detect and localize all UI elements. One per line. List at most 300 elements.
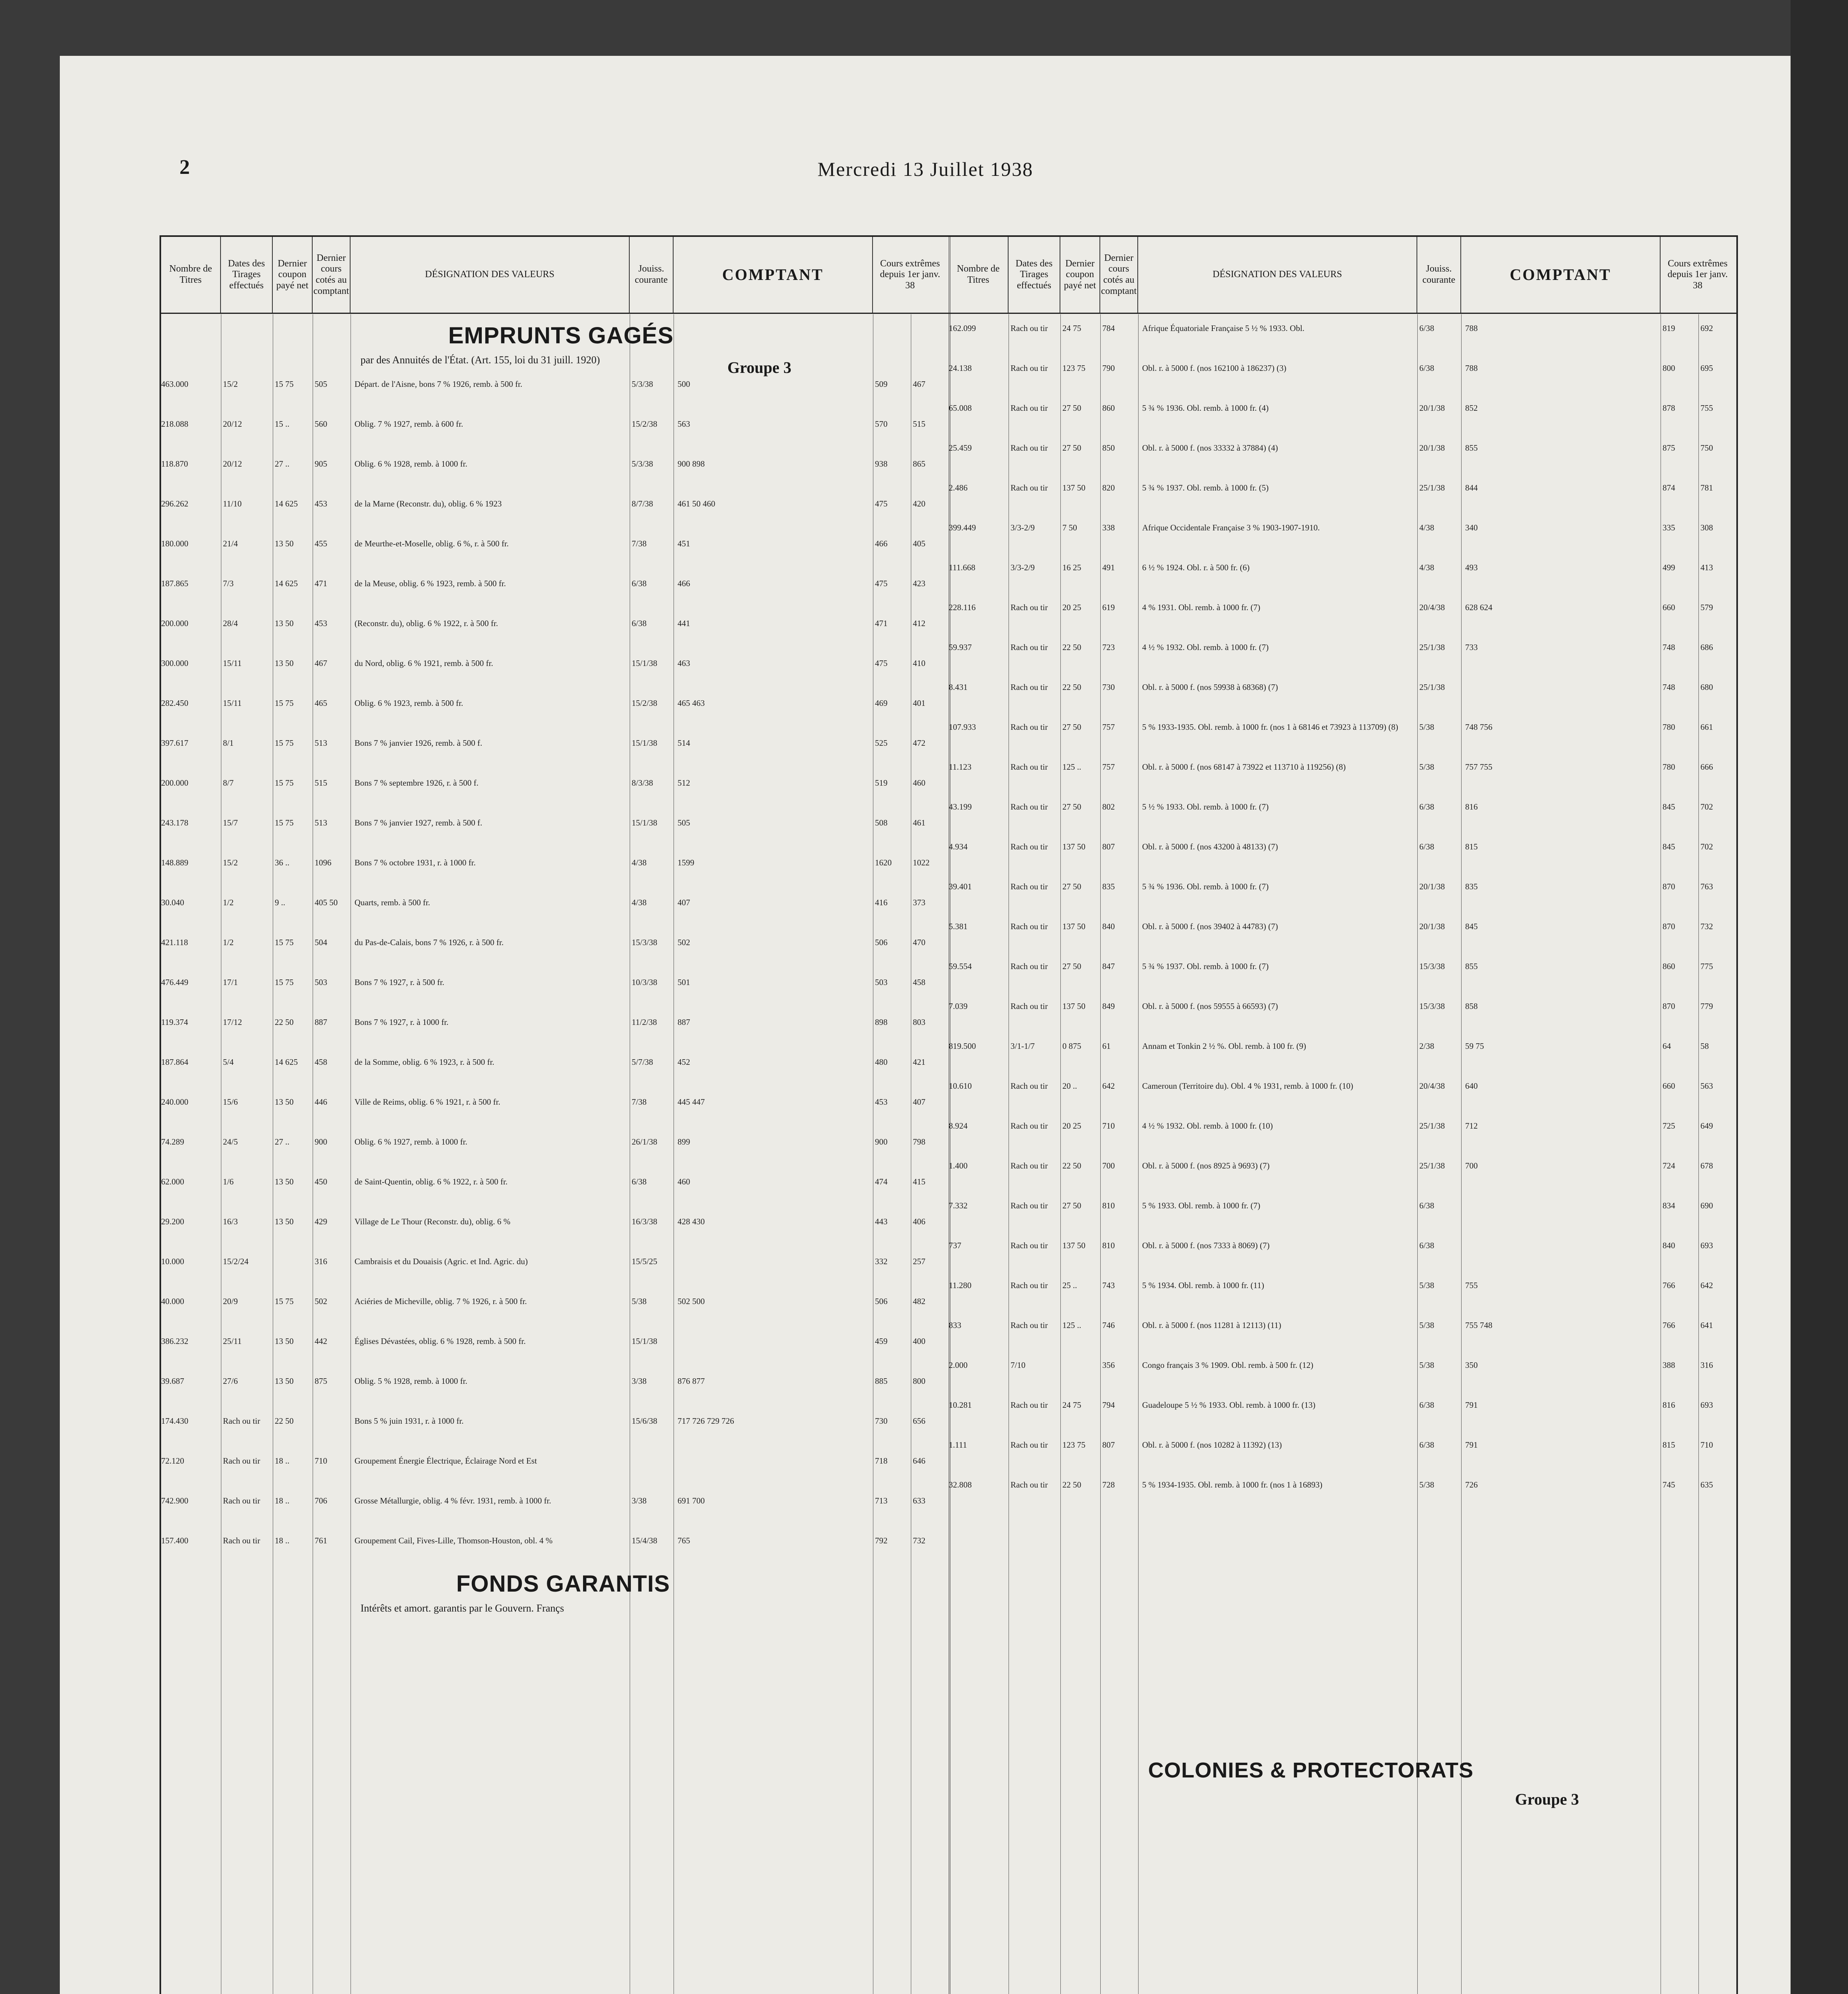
right-cell-d: 7/10 [1011, 1360, 1026, 1370]
right-cell-d: Rach ou tir [1011, 962, 1048, 971]
right-cell-n: 228.116 [949, 603, 976, 612]
left-row [161, 737, 949, 749]
left-cell-h: 443 [875, 1217, 888, 1226]
left-cell-p: 466 [678, 579, 690, 588]
left-cell-h: 416 [875, 898, 888, 907]
left-cell-p: 765 [678, 1536, 690, 1545]
page-edge-shadow [1791, 0, 1848, 1994]
left-cell-c: 15 75 [275, 698, 294, 708]
left-cell-b: 1022 [913, 858, 930, 867]
right-cell-b: 732 [1700, 922, 1713, 931]
left-cell-des: Départ. de l'Aisne, bons 7 % 1926, remb. à 500 fr. [355, 379, 522, 389]
left-cell-b: 460 [913, 778, 926, 788]
right-cell-b: 710 [1700, 1440, 1713, 1450]
col-dates: Dates des Tirages effectués [221, 237, 273, 313]
right-cell-c: 20 .. [1062, 1081, 1077, 1091]
right-cell-h: 724 [1663, 1161, 1675, 1170]
right-cell-k: 491 [1102, 563, 1115, 572]
left-cell-p: 441 [678, 619, 690, 628]
left-cell-n: 157.400 [161, 1536, 189, 1545]
left-cell-p: 451 [678, 539, 690, 548]
right-cell-j: 5/38 [1419, 1480, 1434, 1490]
col-nombre: Nombre de Titres [161, 237, 221, 313]
right-cell-b: 693 [1700, 1400, 1713, 1410]
left-cell-h: 453 [875, 1097, 888, 1107]
left-cell-d: 28/4 [223, 619, 238, 628]
left-cell-j: 16/3/38 [632, 1217, 658, 1226]
right-row [949, 362, 1736, 374]
right-cell-k: 850 [1102, 443, 1115, 453]
right-cell-c: 137 50 [1062, 1241, 1086, 1250]
right-cell-b: 690 [1700, 1201, 1713, 1210]
right-cell-n: 1.400 [949, 1161, 968, 1170]
left-cell-h: 506 [875, 1296, 888, 1306]
groupe-label: Groupe 3 [727, 359, 792, 376]
right-cell-b: 413 [1700, 563, 1713, 572]
right-body [949, 314, 1736, 1994]
right-cell-c: 125 .. [1062, 762, 1082, 772]
left-cell-des: Bons 7 % janvier 1927, remb. à 500 f. [355, 818, 483, 828]
right-cell-n: 2.000 [949, 1360, 968, 1370]
col-comptant: COMPTANT [674, 237, 873, 313]
left-cell-h: 900 [875, 1137, 888, 1147]
col-extremes: Cours extrêmes depuis 1er janv. 38 [880, 258, 940, 291]
left-cell-b: 415 [913, 1177, 926, 1186]
left-cell-h: 713 [875, 1496, 888, 1505]
left-cell-p: 563 [678, 419, 690, 429]
left-cell-c: 15 75 [275, 818, 294, 828]
right-cell-b: 750 [1700, 443, 1713, 453]
left-cell-b: 373 [913, 898, 926, 907]
left-cell-k: 887 [315, 1017, 327, 1027]
right-cell-j: 4/38 [1419, 523, 1434, 532]
right-cell-b: 666 [1700, 762, 1713, 772]
left-cell-c: 22 50 [275, 1416, 294, 1426]
right-cell-h: 388 [1663, 1360, 1675, 1370]
left-cell-c: 13 50 [275, 658, 294, 668]
left-cell-n: 180.000 [161, 539, 189, 548]
left-cell-d: 8/7 [223, 778, 234, 788]
right-cell-c: 22 50 [1062, 642, 1082, 652]
col-designation-r: DÉSIGNATION DES VALEURS [1138, 237, 1417, 313]
left-cell-h: 503 [875, 977, 888, 987]
left-row [161, 1415, 949, 1427]
left-cell-des: Bons 7 % 1927, r. à 1000 fr. [355, 1017, 449, 1027]
right-cell-h: 748 [1663, 682, 1675, 692]
col-comptant-r: COMPTANT [1461, 237, 1661, 313]
right-cell-b: 781 [1700, 483, 1713, 493]
left-cell-k: 503 [315, 977, 327, 987]
right-cell-des: 5 % 1934-1935. Obl. remb. à 1000 fr. (nos 1 à 16893) [1142, 1480, 1323, 1490]
left-cell-j: 15/1/38 [632, 1336, 658, 1346]
right-cell-d: Rach ou tir [1011, 722, 1048, 732]
left-cell-k: 429 [315, 1217, 327, 1226]
right-cell-j: 25/1/38 [1419, 483, 1445, 493]
right-cell-h: 766 [1663, 1320, 1675, 1330]
left-cell-j: 4/38 [632, 898, 647, 907]
left-cell-h: 1620 [875, 858, 892, 867]
right-cell-b: 695 [1700, 363, 1713, 373]
left-cell-d: Rach ou tir [223, 1496, 260, 1505]
right-cell-p: 855 [1465, 443, 1478, 453]
left-cell-k: 442 [315, 1336, 327, 1346]
left-cell-h: 469 [875, 698, 888, 708]
right-row [949, 801, 1736, 813]
left-cell-des: Oblig. 6 % 1923, remb. à 500 fr. [355, 698, 463, 708]
right-row [949, 522, 1736, 534]
left-cell-p: 500 [678, 379, 690, 389]
left-cell-h: 718 [875, 1456, 888, 1466]
right-cell-h: 780 [1663, 722, 1675, 732]
left-cell-des: Oblig. 6 % 1927, remb. à 1000 fr. [355, 1137, 467, 1147]
right-cell-n: 8.924 [949, 1121, 968, 1131]
col-cours-r: Dernier cours cotés au comptant [1100, 237, 1138, 313]
right-cell-d: Rach ou tir [1011, 1001, 1048, 1011]
right-cell-k: 757 [1102, 762, 1115, 772]
section-fonds: FONDS GARANTIS [456, 1571, 670, 1597]
right-header [949, 237, 1736, 314]
right-cell-b: 641 [1700, 1320, 1713, 1330]
right-cell-c: 27 50 [1062, 962, 1082, 971]
left-row [161, 617, 949, 629]
right-cell-h: 845 [1663, 842, 1675, 851]
right-cell-n: 25.459 [949, 443, 972, 453]
left-row [161, 777, 949, 789]
right-cell-h: 745 [1663, 1480, 1675, 1490]
left-row [161, 1455, 949, 1467]
right-cell-n: 111.668 [949, 563, 975, 572]
right-cell-h: 815 [1663, 1440, 1675, 1450]
left-cell-d: 25/11 [223, 1336, 242, 1346]
right-cell-c: 27 50 [1062, 882, 1082, 891]
left-row [161, 458, 949, 470]
right-cell-d: Rach ou tir [1011, 842, 1048, 851]
left-cell-n: 300.000 [161, 658, 189, 668]
right-cell-p: 844 [1465, 483, 1478, 493]
right-cell-p: 816 [1465, 802, 1478, 812]
left-cell-c: 15 75 [275, 379, 294, 389]
left-cell-b: 407 [913, 1097, 926, 1107]
left-cell-d: 20/12 [223, 459, 242, 469]
left-cell-des: Quarts, remb. à 500 fr. [355, 898, 430, 907]
right-cell-p: 788 [1465, 363, 1478, 373]
left-cell-b: 467 [913, 379, 926, 389]
left-row [161, 817, 949, 829]
left-cell-h: 898 [875, 1017, 888, 1027]
right-cell-j: 25/1/38 [1419, 1161, 1445, 1170]
right-cell-n: 24.138 [949, 363, 972, 373]
left-cell-h: 332 [875, 1257, 888, 1266]
left-cell-j: 5/3/38 [632, 379, 653, 389]
right-cell-d: Rach ou tir [1011, 642, 1048, 652]
right-cell-k: 810 [1102, 1241, 1115, 1250]
right-cell-p: 493 [1465, 563, 1478, 572]
left-row [161, 1056, 949, 1068]
left-cell-k: 513 [315, 818, 327, 828]
left-cell-k: 761 [315, 1536, 327, 1545]
left-cell-c: 15 75 [275, 938, 294, 947]
right-cell-n: 10.610 [949, 1081, 972, 1091]
left-cell-p: 502 [678, 938, 690, 947]
right-cell-des: Afrique Équatoriale Française 5 ½ % 1933. Obl. [1142, 323, 1305, 333]
page-number: 2 [179, 156, 190, 179]
left-cell-p: 887 [678, 1017, 690, 1027]
left-cell-des: Églises Dévastées, oblig. 6 % 1928, remb. à 500 fr. [355, 1336, 526, 1346]
left-cell-des: de la Marne (Reconstr. du), oblig. 6 % 1923 [355, 499, 502, 508]
left-cell-d: 17/12 [223, 1017, 242, 1027]
left-cell-k: 502 [315, 1296, 327, 1306]
left-cell-n: 62.000 [161, 1177, 184, 1186]
left-cell-h: 519 [875, 778, 888, 788]
right-cell-p: 855 [1465, 962, 1478, 971]
right-cell-k: 807 [1102, 842, 1115, 851]
right-cell-p: 858 [1465, 1001, 1478, 1011]
left-cell-b: 400 [913, 1336, 926, 1346]
col-dates-r: Dates des Tirages effectués [1009, 237, 1060, 313]
right-cell-d: Rach ou tir [1011, 1201, 1048, 1210]
left-cell-c: 13 50 [275, 619, 294, 628]
left-cell-b: 401 [913, 698, 926, 708]
right-cell-k: 61 [1102, 1041, 1111, 1051]
right-cell-des: 5 % 1933. Obl. remb. à 1000 fr. (7) [1142, 1201, 1261, 1210]
right-cell-h: 860 [1663, 962, 1675, 971]
col-jouiss: Jouiss. courante [630, 237, 674, 313]
left-cell-d: 11/10 [223, 499, 242, 508]
left-cell-c: 15 75 [275, 1296, 294, 1306]
right-cell-c: 27 50 [1062, 443, 1082, 453]
right-cell-d: Rach ou tir [1011, 363, 1048, 373]
right-cell-d: Rach ou tir [1011, 1241, 1048, 1250]
left-cell-p: 501 [678, 977, 690, 987]
left-cell-k: 465 [315, 698, 327, 708]
right-cell-b: 58 [1700, 1041, 1709, 1051]
right-cell-k: 820 [1102, 483, 1115, 493]
right-cell-j: 5/38 [1419, 1360, 1434, 1370]
left-cell-k: 505 [315, 379, 327, 389]
left-cell-k: 453 [315, 619, 327, 628]
right-cell-b: 779 [1700, 1001, 1713, 1011]
right-cell-j: 6/38 [1419, 323, 1434, 333]
right-cell-k: 743 [1102, 1281, 1115, 1290]
right-cell-d: 3/3-2/9 [1011, 563, 1035, 572]
left-rows [161, 378, 949, 1574]
right-cell-des: Obl. r. à 5000 f. (nos 8925 à 9693) (7) [1142, 1161, 1270, 1170]
right-cell-d: Rach ou tir [1011, 802, 1048, 812]
right-cell-p: 791 [1465, 1400, 1478, 1410]
left-row [161, 1375, 949, 1387]
left-row [161, 697, 949, 709]
right-cell-des: Annam et Tonkin 2 ½ %. Obl. remb. à 100 fr. (9) [1142, 1041, 1306, 1051]
right-cell-n: 8.431 [949, 682, 968, 692]
col-coupon: Dernier coupon payé net [273, 237, 313, 313]
left-cell-k: 471 [315, 579, 327, 588]
right-cell-j: 20/1/38 [1419, 882, 1445, 891]
right-cell-k: 860 [1102, 403, 1115, 413]
left-cell-b: 865 [913, 459, 926, 469]
right-cell-j: 6/38 [1419, 842, 1434, 851]
right-cell-j: 5/38 [1419, 762, 1434, 772]
right-row [949, 601, 1736, 613]
left-row [161, 538, 949, 550]
col-designation: DÉSIGNATION DES VALEURS [351, 237, 630, 313]
left-cell-h: 792 [875, 1536, 888, 1545]
right-cell-c: 137 50 [1062, 922, 1086, 931]
right-row [949, 681, 1736, 693]
left-cell-n: 243.178 [161, 818, 189, 828]
right-cell-des: 5 ¾ % 1937. Obl. remb. à 1000 fr. (5) [1142, 483, 1269, 493]
left-cell-n: 74.289 [161, 1137, 184, 1147]
right-cell-h: 660 [1663, 1081, 1675, 1091]
right-cell-d: 3/3-2/9 [1011, 523, 1035, 532]
left-row [161, 1096, 949, 1108]
right-cell-des: Guadeloupe 5 ½ % 1933. Obl. remb. à 1000 fr. (13) [1142, 1400, 1316, 1410]
left-cell-c: 36 .. [275, 858, 290, 867]
left-cell-p: 452 [678, 1057, 690, 1067]
right-cell-n: 4.934 [949, 842, 968, 851]
right-cell-p: 852 [1465, 403, 1478, 413]
right-cell-d: Rach ou tir [1011, 762, 1048, 772]
right-cell-p: 757 755 [1465, 762, 1493, 772]
right-cell-n: 819.500 [949, 1041, 976, 1051]
right-cell-j: 15/3/38 [1419, 1001, 1445, 1011]
right-row [949, 920, 1736, 932]
left-row [161, 1295, 949, 1307]
right-cell-d: Rach ou tir [1011, 1400, 1048, 1410]
right-cell-des: Obl. r. à 5000 f. (nos 11281 à 12113) (11) [1142, 1320, 1281, 1330]
right-cell-h: 878 [1663, 403, 1675, 413]
right-cell-j: 5/38 [1419, 722, 1434, 732]
left-cell-p: 502 500 [678, 1296, 705, 1306]
left-cell-des: Groupement Cail, Fives-Lille, Thomson-Houston, obl. 4 % [355, 1536, 553, 1545]
left-cell-d: Rach ou tir [223, 1456, 260, 1466]
right-cell-b: 635 [1700, 1480, 1713, 1490]
right-cell-b: 649 [1700, 1121, 1713, 1131]
right-row [949, 402, 1736, 414]
right-cell-c: 27 50 [1062, 1201, 1082, 1210]
right-cell-d: Rach ou tir [1011, 483, 1048, 493]
right-cell-h: 874 [1663, 483, 1675, 493]
left-cell-d: 16/3 [223, 1217, 238, 1226]
right-cell-des: Congo français 3 % 1909. Obl. remb. à 500 fr. (12) [1142, 1360, 1314, 1370]
left-row [161, 936, 949, 948]
right-cell-b: 563 [1700, 1081, 1713, 1091]
right-cell-j: 20/1/38 [1419, 443, 1445, 453]
right-cell-des: Cameroun (Territoire du). Obl. 4 % 1931, remb. à 1000 fr. (10) [1142, 1081, 1353, 1091]
right-cell-h: 780 [1663, 762, 1675, 772]
right-cell-p: 628 624 [1465, 603, 1493, 612]
right-row [949, 1319, 1736, 1331]
right-cell-h: 845 [1663, 802, 1675, 812]
right-cell-p: 700 [1465, 1161, 1478, 1170]
left-cell-n: 10.000 [161, 1257, 184, 1266]
left-cell-c: 14 625 [275, 499, 298, 508]
right-cell-d: Rach ou tir [1011, 682, 1048, 692]
right-cell-n: 162.099 [949, 323, 976, 333]
left-cell-p: 445 447 [678, 1097, 705, 1107]
left-cell-n: 386.232 [161, 1336, 189, 1346]
right-row [949, 641, 1736, 653]
right-cell-b: 763 [1700, 882, 1713, 891]
left-cell-j: 5/7/38 [632, 1057, 653, 1067]
left-cell-k: 455 [315, 539, 327, 548]
left-cell-k: 504 [315, 938, 327, 947]
left-cell-h: 570 [875, 419, 888, 429]
left-cell-p: 514 [678, 738, 690, 748]
left-cell-des: Village de Le Thour (Reconstr. du), oblig. 6 % [355, 1217, 510, 1226]
left-cell-k: 905 [315, 459, 327, 469]
left-cell-des: Ville de Reims, oblig. 6 % 1921, r. à 500 fr. [355, 1097, 500, 1107]
left-cell-c: 15 75 [275, 778, 294, 788]
left-cell-n: 463.000 [161, 379, 189, 389]
right-cell-d: Rach ou tir [1011, 1081, 1048, 1091]
right-cell-p: 815 [1465, 842, 1478, 851]
right-cell-c: 25 .. [1062, 1281, 1077, 1290]
right-cell-d: Rach ou tir [1011, 1480, 1048, 1490]
right-half [949, 237, 1736, 1994]
right-cell-b: 775 [1700, 962, 1713, 971]
right-cell-d: Rach ou tir [1011, 403, 1048, 413]
col-coupon-r: Dernier coupon payé net [1060, 237, 1100, 313]
left-cell-c: 18 .. [275, 1456, 290, 1466]
left-cell-c: 9 .. [275, 898, 286, 907]
right-cell-b: 755 [1700, 403, 1713, 413]
right-cell-des: Obl. r. à 5000 f. (nos 33332 à 37884) (4) [1142, 443, 1278, 453]
left-cell-j: 4/38 [632, 858, 647, 867]
right-cell-d: Rach ou tir [1011, 1320, 1048, 1330]
right-cell-j: 6/38 [1419, 1241, 1434, 1250]
section-emprunts: EMPRUNTS GAGÉS [448, 323, 674, 349]
right-cell-h: 870 [1663, 922, 1675, 931]
left-cell-j: 26/1/38 [632, 1137, 658, 1147]
section-colonies: COLONIES & PROTECTORATS [1148, 1758, 1474, 1782]
right-cell-k: 710 [1102, 1121, 1115, 1131]
left-cell-j: 15/2/38 [632, 698, 658, 708]
right-cell-b: 702 [1700, 802, 1713, 812]
left-cell-n: 421.118 [161, 938, 188, 947]
left-cell-n: 39.687 [161, 1376, 184, 1386]
right-cell-c: 137 50 [1062, 1001, 1086, 1011]
left-cell-b: 458 [913, 977, 926, 987]
left-cell-n: 296.262 [161, 499, 189, 508]
left-cell-c: 14 625 [275, 579, 298, 588]
left-cell-h: 509 [875, 379, 888, 389]
right-row [949, 1479, 1736, 1491]
right-cell-d: Rach ou tir [1011, 922, 1048, 931]
right-cell-n: 11.280 [949, 1281, 971, 1290]
left-row [161, 1216, 949, 1228]
left-cell-d: 15/11 [223, 698, 242, 708]
right-cell-des: 5 % 1933-1935. Obl. remb. à 1000 fr. (nos 1 à 68146 et 73923 à 113709) (8) [1142, 722, 1398, 732]
right-row [949, 1399, 1736, 1411]
left-cell-b: 257 [913, 1257, 926, 1266]
left-cell-d: 1/6 [223, 1177, 234, 1186]
left-cell-d: 7/3 [223, 579, 234, 588]
right-cell-k: 807 [1102, 1440, 1115, 1450]
left-cell-h: 475 [875, 658, 888, 668]
left-row [161, 1016, 949, 1028]
right-row [949, 1279, 1736, 1291]
right-cell-h: 870 [1663, 882, 1675, 891]
right-cell-k: 642 [1102, 1081, 1115, 1091]
left-cell-h: 508 [875, 818, 888, 828]
right-cell-b: 678 [1700, 1161, 1713, 1170]
right-cell-j: 20/4/38 [1419, 1081, 1445, 1091]
left-cell-k: 458 [315, 1057, 327, 1067]
left-cell-des: de Meurthe-et-Moselle, oblig. 6 %, r. à 500 fr. [355, 539, 509, 548]
left-cell-n: 240.000 [161, 1097, 189, 1107]
left-cell-des: de la Somme, oblig. 6 % 1923, r. à 500 fr. [355, 1057, 495, 1067]
left-cell-k: 446 [315, 1097, 327, 1107]
